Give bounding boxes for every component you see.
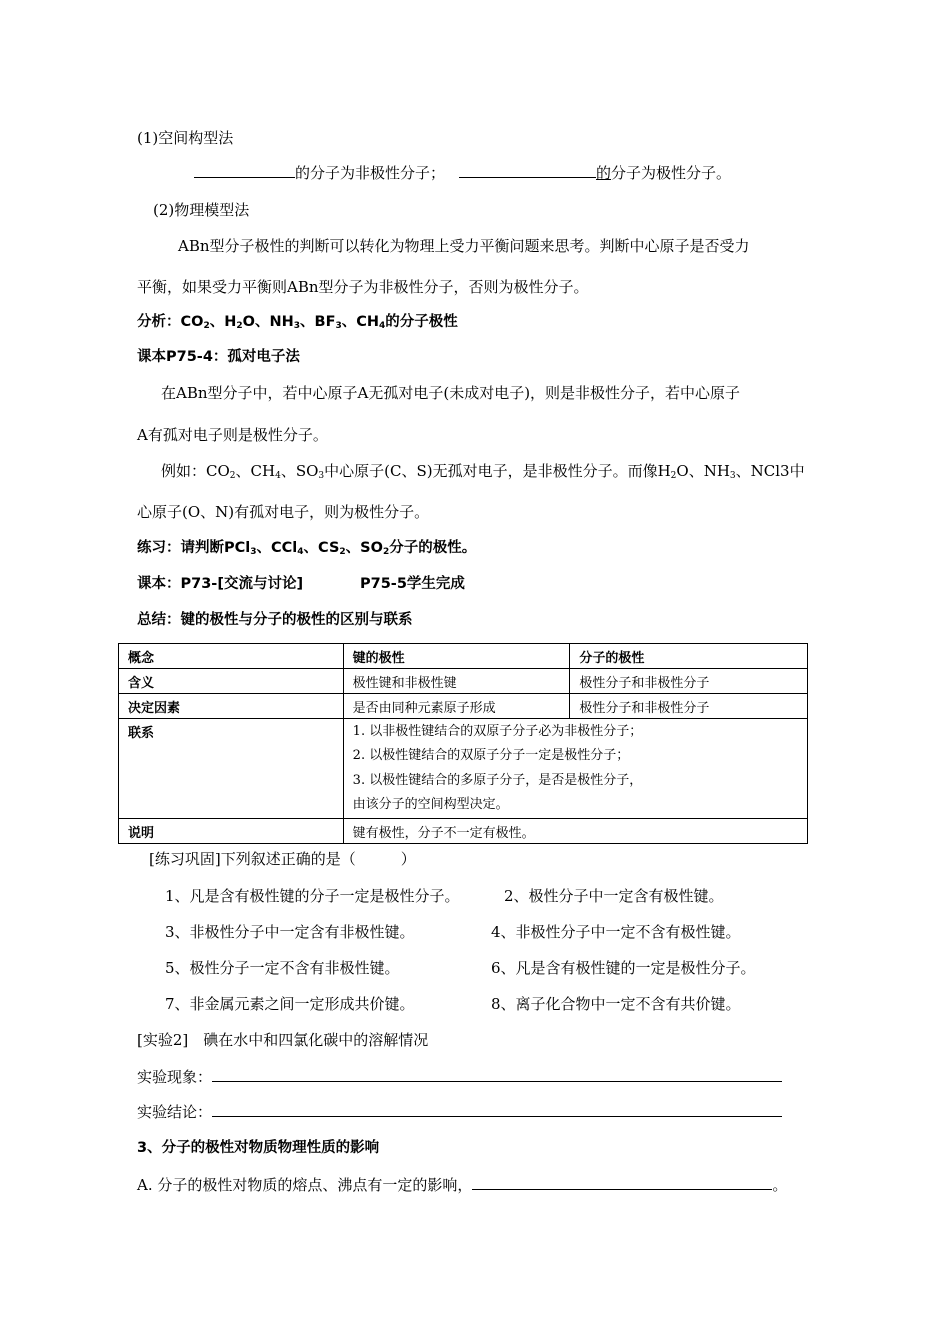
relation-item: 3. 以极性键结合的多原子分子，是否是极性分子，: [352, 772, 643, 788]
experiment-title: [实验2] 碘在水中和四氯化碳中的溶解情况: [137, 1031, 429, 1049]
summary-table: [118, 643, 808, 844]
practice-option-3[interactable]: 3、非极性分子中一定含有非极性键。: [165, 923, 415, 941]
practice-title: [练习巩固]下列叙述正确的是（ ）: [149, 850, 416, 868]
relation-item: 1. 以非极性键结合的双原子分子必为非极性分子；: [352, 723, 643, 739]
table-header-bond-polarity: 键的极性: [343, 644, 570, 669]
practice-option-7[interactable]: 7、非金属元素之间一定形成共价键。: [165, 995, 415, 1013]
table-header-row: [119, 644, 808, 669]
fill-blank-polar[interactable]: [459, 163, 596, 178]
table-row: [119, 694, 808, 719]
exercise-heading: 练习：请判断PCl$_3$、CCl$_4$、$CS_2$、$SO_2$分子的极性。: [137, 540, 477, 557]
example-line2: 心原子(O、N)有孤对电子，则为极性分子。: [137, 503, 430, 521]
table-header-molecule-polarity: 分子的极性: [570, 644, 808, 669]
method1-sentence: 的分子为非极性分子； 的分子为极性分子。: [194, 163, 731, 183]
experiment-phenomenon-line: 实验现象：: [137, 1067, 782, 1087]
practice-option-8[interactable]: 8、离子化合物中一定不含有共价键。: [491, 995, 741, 1013]
practice-option-1[interactable]: 1、凡是含有极性键的分子一定是极性分子。: [165, 887, 460, 905]
section3-line-a: A. 分子的极性对物质的熔点、沸点有一定的影响， 。: [137, 1176, 788, 1194]
fill-blank-melting-boiling[interactable]: [472, 1175, 772, 1190]
fill-blank-phenomenon[interactable]: [212, 1067, 782, 1082]
table-header-concept: 概念: [119, 644, 344, 669]
row-label-relation: 联系: [119, 719, 344, 819]
cell-meaning-molecule: 极性分子和非极性分子: [570, 669, 808, 694]
practice-option-4[interactable]: 4、非极性分子中一定不含有极性键。: [491, 923, 741, 941]
relation-item: 由该分子的空间构型决定。: [352, 797, 509, 812]
textbook-heading: 课本P75-4：孤对电子法: [137, 349, 300, 365]
cell-relation: [343, 719, 807, 819]
experiment-conclusion-line: 实验结论：: [137, 1102, 782, 1122]
cell-note: 键有极性，分子不一定有极性。: [343, 819, 807, 844]
method2-title: (2)物理模型法: [153, 201, 250, 219]
table-row: [119, 719, 808, 819]
table-row: [119, 669, 808, 694]
relation-item: 2. 以极性键结合的双原子分子一定是极性分子；: [352, 748, 630, 763]
cell-factor-bond: 是否由同种元素原子形成: [343, 694, 570, 719]
cell-meaning-bond: 极性键和非极性键: [343, 669, 570, 694]
textbook2-left: 课本：P73-[交流与讨论]: [137, 576, 304, 592]
analysis-heading: 分析：$CO_2$、$H_2O$、$NH_3$、$BF_3$、$CH_4$的分子极性: [137, 314, 458, 331]
method2-para-line2: 平衡，如果受力平衡则ABn型分子为非极性分子，否则为极性分子。: [137, 278, 589, 296]
method2-para-line1: ABn型分子极性的判断可以转化为物理上受力平衡问题来思考。判断中心原子是否受力: [178, 237, 750, 255]
section3-heading: 3、分子的极性对物质物理性质的影响: [137, 1140, 380, 1156]
lone-pair-line1: 在ABn型分子中，若中心原子A无孤对电子(未成对电子)，则是非极性分子，若中心原子: [161, 384, 741, 402]
table-row: [119, 819, 808, 844]
row-label-note: 说明: [119, 819, 344, 844]
cell-factor-molecule: 极性分子和非极性分子: [570, 694, 808, 719]
example-line1: 例如：$CO_2$、$CH_4$、$SO_3$中心原子(C、S)无孤对电子，是非极性分子。而像$H_2O$、$NH_3$、NCl3中: [161, 462, 805, 481]
fill-blank-conclusion[interactable]: [212, 1102, 782, 1117]
practice-option-5[interactable]: 5、极性分子一定不含有非极性键。: [165, 959, 400, 977]
practice-option-2[interactable]: 2、极性分子中一定含有极性键。: [504, 887, 724, 905]
lone-pair-line2: A有孤对电子则是极性分子。: [137, 426, 328, 444]
method1-title: (1)空间构型法: [137, 129, 234, 147]
row-label-meaning: 含义: [119, 669, 344, 694]
practice-option-6[interactable]: 6、凡是含有极性键的一定是极性分子。: [491, 959, 756, 977]
row-label-factor: 决定因素: [119, 694, 344, 719]
summary-heading: 总结：键的极性与分子的极性的区别与联系: [137, 612, 413, 628]
textbook2-right: P75-5学生完成: [360, 576, 465, 592]
fill-blank-nonpolar[interactable]: [194, 163, 295, 178]
